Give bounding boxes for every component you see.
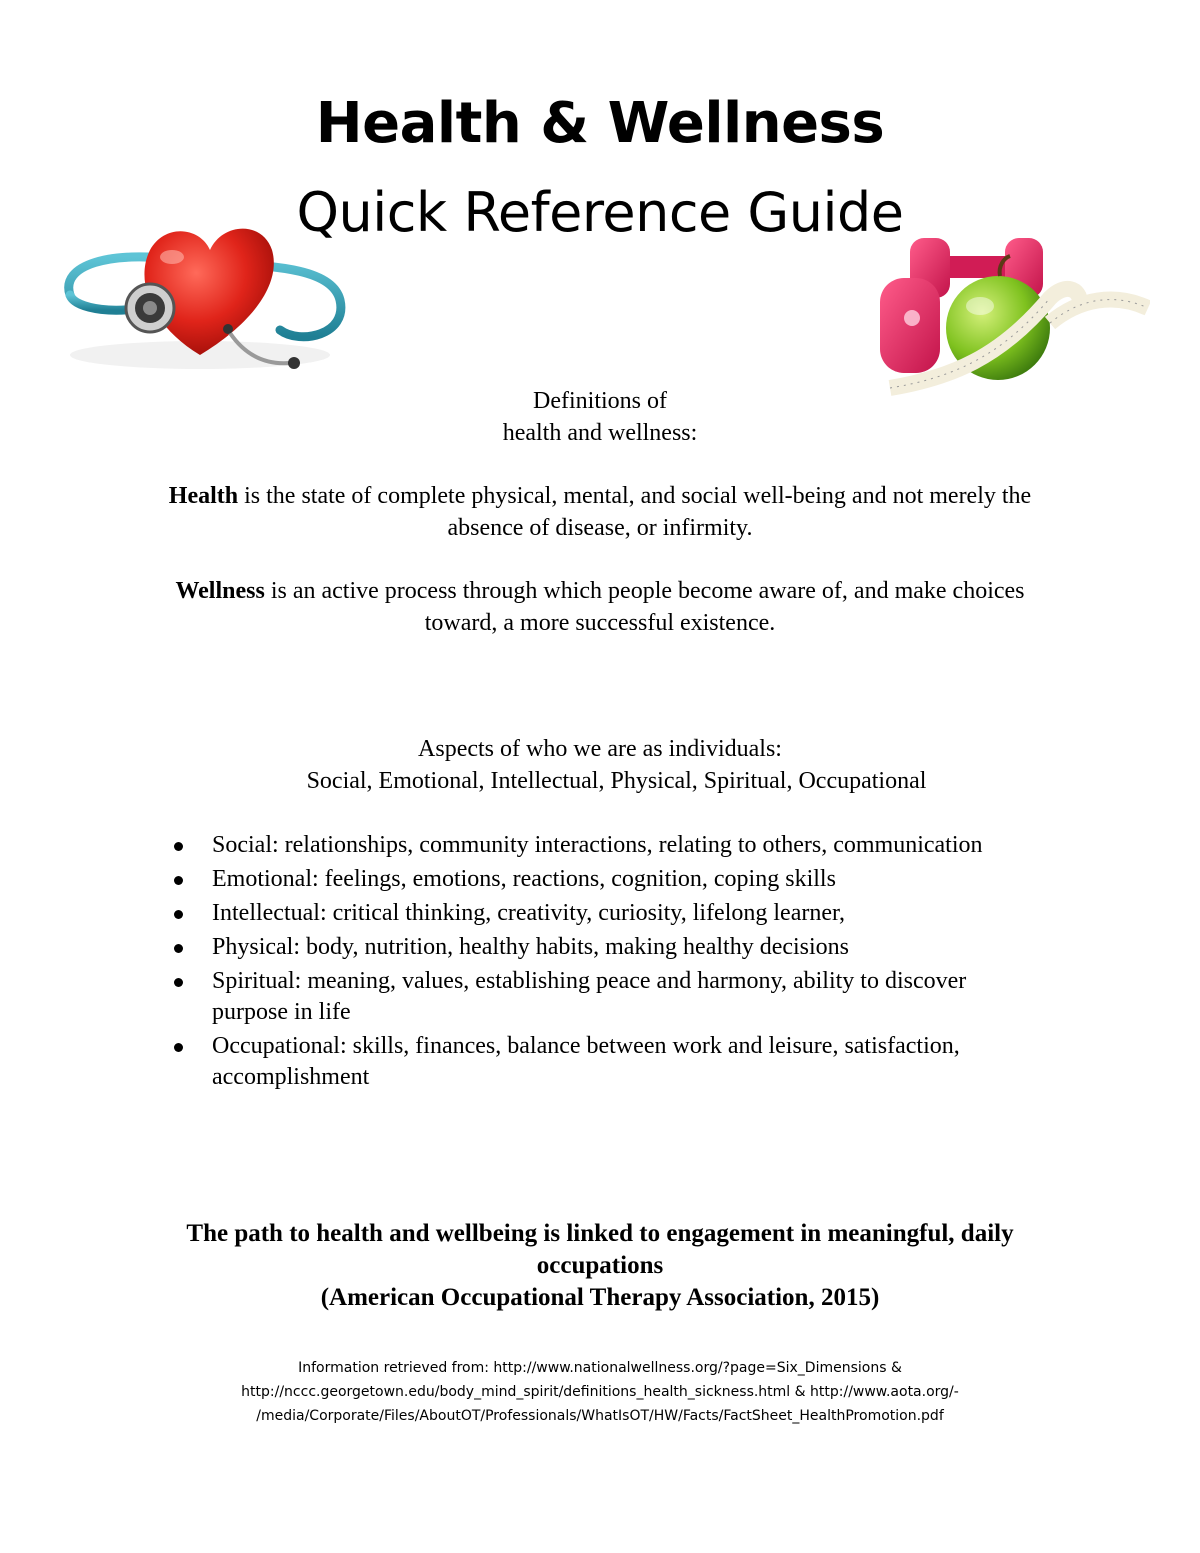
source-line-2: http://nccc.georgetown.edu/body_mind_spirit/definitions_health_sickness.html & http://www.aota.org/- <box>241 1384 959 1400</box>
dimension-occupational: Occupational: skills, finances, balance between work and leisure, satisfaction, accomplishment <box>212 1033 960 1090</box>
aspects-summary: Social, Emotional, Intellectual, Physical, Spiritual, Occupational <box>306 768 927 794</box>
dimensions-list <box>170 830 990 1096</box>
bullet-icon <box>174 910 183 919</box>
fitness-apple-image <box>880 228 1150 410</box>
list-item <box>170 898 990 929</box>
definitions-heading-line2: health and wellness: <box>502 420 698 446</box>
health-term: Health <box>168 483 239 509</box>
dimension-emotional: Emotional: feelings, emotions, reactions, cognition, coping skills <box>212 866 836 892</box>
source-references <box>200 1356 1000 1428</box>
health-definition <box>140 480 1060 544</box>
wellness-definition <box>140 575 1060 639</box>
list-item <box>170 830 990 861</box>
bullet-icon <box>174 944 183 953</box>
bullet-icon <box>174 876 183 885</box>
list-item <box>170 864 990 895</box>
definitions-heading-line1: Definitions of <box>533 388 667 414</box>
page-subtitle: Quick Reference Guide <box>296 181 904 244</box>
source-line-1: Information retrieved from: http://www.nationalwellness.org/?page=Six_Dimensions & <box>298 1360 902 1376</box>
heart-stethoscope-image <box>50 205 360 385</box>
bullet-icon <box>174 842 183 851</box>
path-quote: The path to health and wellbeing is linked to engagement in meaningful, daily occupations <box>186 1220 1014 1279</box>
dimension-intellectual: Intellectual: critical thinking, creativity, curiosity, lifelong learner, <box>212 900 846 926</box>
dimension-physical: Physical: body, nutrition, healthy habits, making healthy decisions <box>212 934 850 960</box>
health-definition-text: is the state of complete physical, mental, and social well-being and not merely the absence of disease, or infirmity. <box>238 483 1032 541</box>
page-title: Health & Wellness <box>315 91 885 156</box>
dimension-spiritual: Spiritual: meaning, values, establishing peace and harmony, ability to discover purpose in life <box>212 968 967 1025</box>
list-item <box>170 1031 990 1093</box>
list-item <box>170 932 990 963</box>
bullet-icon <box>174 978 183 987</box>
aspects-heading: Aspects of who we are as individuals: <box>418 736 782 762</box>
wellness-term: Wellness <box>175 578 265 604</box>
list-item <box>170 966 990 1028</box>
bullet-icon <box>174 1043 183 1052</box>
wellness-definition-text: is an active process through which people become aware of, and make choices toward, a more successful existence. <box>264 578 1025 636</box>
source-line-3: /media/Corporate/Files/AboutOT/Professionals/WhatIsOT/HW/Facts/FactSheet_HealthPromotion.pdf <box>256 1408 944 1424</box>
definitions-heading <box>0 385 1200 449</box>
quote-citation: (American Occupational Therapy Association, 2015) <box>320 1284 880 1311</box>
dimension-social: Social: relationships, community interactions, relating to others, communication <box>212 832 983 858</box>
